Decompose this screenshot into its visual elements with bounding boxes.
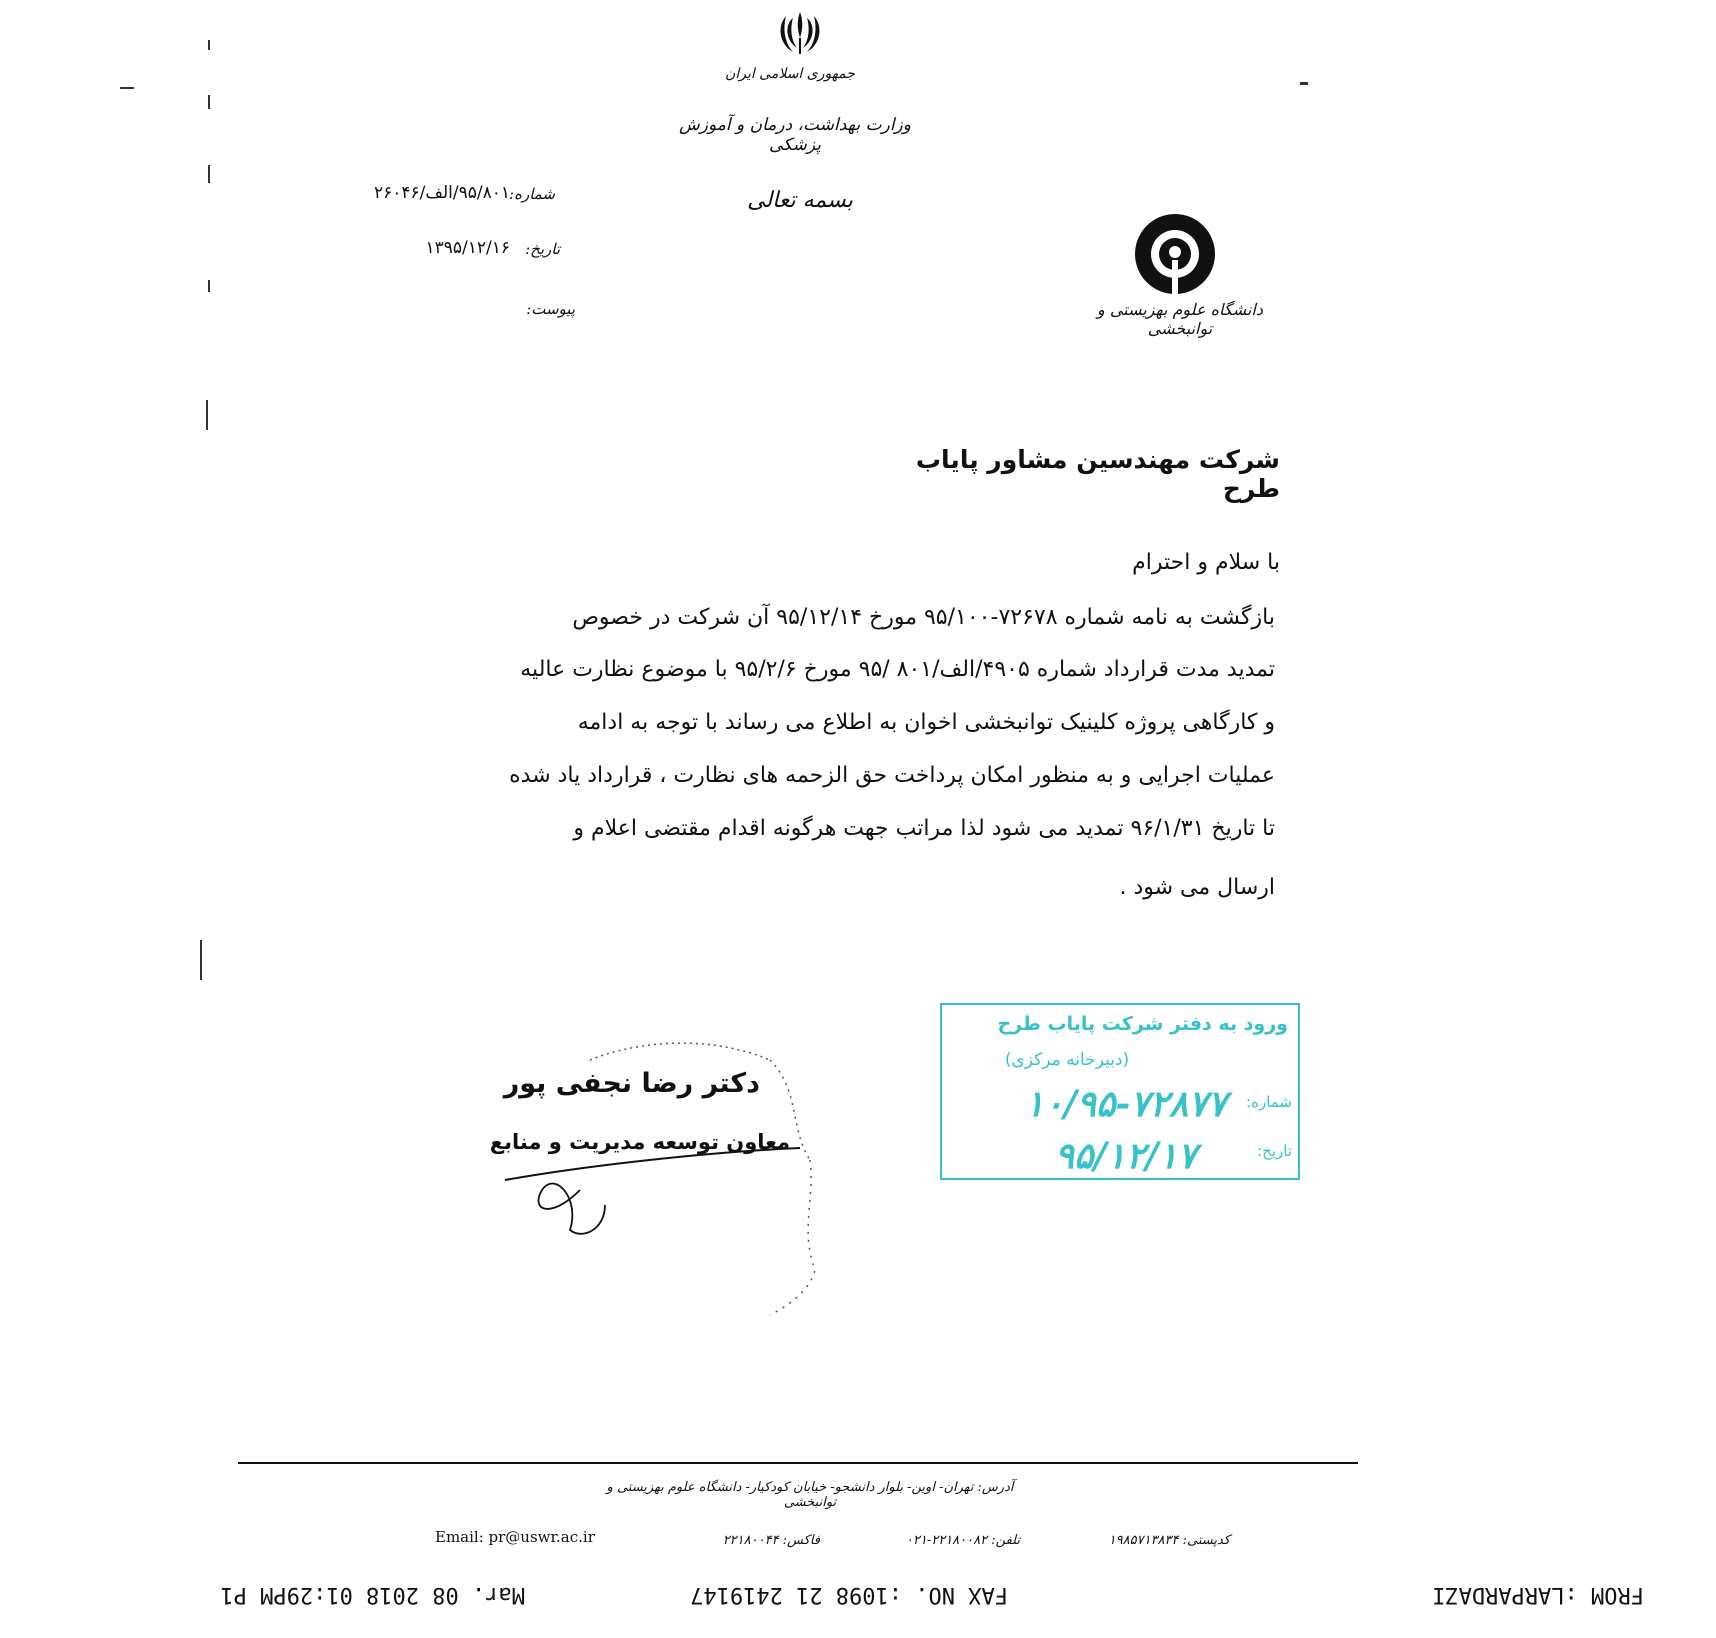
received-stamp bbox=[940, 1003, 1300, 1180]
stamp-number-label: شماره: bbox=[1246, 1093, 1292, 1111]
scan-speck bbox=[206, 400, 208, 430]
ministry-heading: وزارت بهداشت، درمان و آموزش پزشکی bbox=[679, 115, 911, 155]
body-line: تمدید مدت قرارداد شماره ۴۹۰۵/الف/۸۰۱ /۹۵ مورخ ۹۵/۲/۶ با موضوع نظارت عالیه bbox=[520, 657, 1275, 682]
scan-speck bbox=[208, 165, 210, 183]
bismillah: بسمه تعالی bbox=[747, 188, 853, 213]
scan-speck bbox=[208, 40, 210, 50]
footer-address: آدرس: تهران- اوین- بلوار دانشجو- خیابان کودکیار- دانشگاه علوم بهزیستی و توانبخشی bbox=[606, 1480, 1014, 1510]
scan-speck bbox=[208, 95, 210, 109]
attachment-label: پیوست: bbox=[526, 300, 575, 318]
body-line: بازگشت به نامه شماره ۷۲۶۷۸-۹۵/۱۰۰ مورخ ۹۵/۱۲/۱۴ آن شرکت در خصوص bbox=[572, 605, 1275, 630]
iran-emblem-icon bbox=[775, 8, 825, 58]
fax-number: FAX NO. :1098 21 2419147 bbox=[690, 1582, 1008, 1607]
footer-postal-code: کدپستی: ۱۹۸۵۷۱۳۸۳۴ bbox=[1108, 1533, 1230, 1548]
stamp-date-label: تاریخ: bbox=[1257, 1142, 1292, 1160]
letter-date-label: تاریخ: bbox=[525, 240, 560, 258]
signatory-title: معاون توسعه مدیریت و منابع bbox=[489, 1130, 790, 1154]
letter-number-label: شماره: bbox=[509, 185, 555, 203]
footer-divider bbox=[238, 1462, 1358, 1464]
university-logo-icon bbox=[1133, 212, 1217, 296]
fax-timestamp: Mar. 08 2018 01:29PM P1 bbox=[220, 1582, 525, 1607]
stamp-number: ۱۰/۹۵-۷۲۸۷۷ bbox=[1024, 1083, 1227, 1125]
letter-number: ۹۵/۸۰۱/الف/۲۶۰۴۶ bbox=[373, 183, 510, 203]
body-line: و کارگاهی پروژه کلینیک توانبخشی اخوان به اطلاع می رساند با توجه به ادامه bbox=[577, 710, 1275, 735]
fax-sender: FROM :LARPARDAZI bbox=[1432, 1582, 1644, 1607]
footer-fax: فاکس: ۲۲۱۸۰۰۴۴ bbox=[722, 1533, 820, 1548]
letter-date: ۱۳۹۵/۱۲/۱۶ bbox=[425, 238, 510, 258]
body-line: ارسال می شود . bbox=[1119, 875, 1275, 900]
footer-email: Email: pr@uswr.ac.ir bbox=[435, 1528, 595, 1546]
recipient: شرکت مهندسین مشاور پایاب طرح bbox=[915, 445, 1280, 503]
republic-heading: جمهوری اسلامی ایران bbox=[725, 66, 855, 82]
signatory-name: دکتر رضا نجفی پور bbox=[503, 1068, 760, 1099]
stamp-title: ورود به دفتر شرکت پایاب طرح bbox=[997, 1013, 1288, 1035]
greeting: با سلام و احترام bbox=[1132, 550, 1280, 575]
scan-speck bbox=[1300, 82, 1308, 85]
footer-phone: تلفن: ۲۲۱۸۰۰۸۲-۰۲۱ bbox=[905, 1533, 1020, 1548]
body-line: عملیات اجرایی و به منظور امکان پرداخت حق الزحمه های نظارت ، قرارداد یاد شده bbox=[509, 763, 1275, 788]
stamp-date: ۹۵/۱۲/۱۷ bbox=[1054, 1135, 1197, 1177]
scan-speck bbox=[200, 940, 202, 980]
scan-speck bbox=[208, 280, 210, 292]
university-name: دانشگاه علوم بهزیستی و توانبخشی bbox=[1097, 300, 1263, 338]
stamp-subtitle: (دبیرخانه مرکزی) bbox=[1004, 1050, 1130, 1070]
body-line: تا تاریخ ۹۶/۱/۳۱ تمدید می شود لذا مراتب جهت هرگونه اقدام مقتضی اعلام و bbox=[573, 816, 1275, 841]
scan-speck bbox=[120, 87, 134, 89]
